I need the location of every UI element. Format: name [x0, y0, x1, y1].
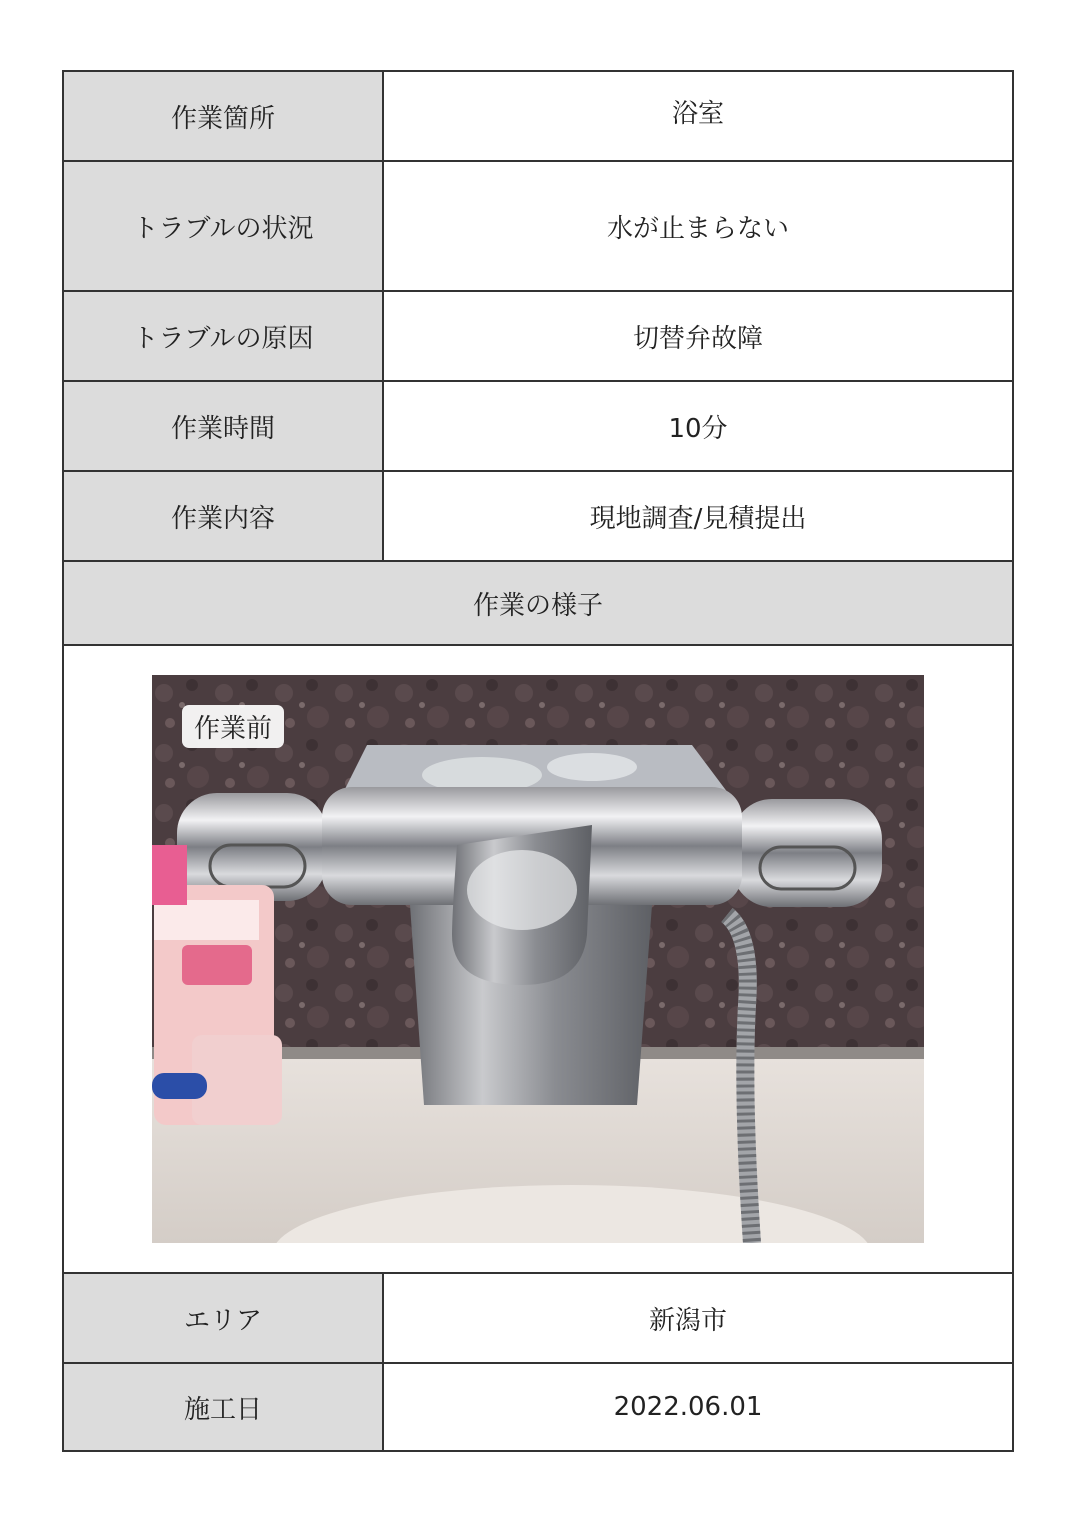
value-work-content: 現地調査/見積提出 — [384, 472, 1012, 560]
row-location — [62, 70, 1014, 160]
row-trouble-cause — [62, 290, 1014, 380]
row-work-content — [62, 470, 1014, 560]
value-trouble-cause: 切替弁故障 — [384, 292, 1012, 380]
row-construction-date — [62, 1362, 1014, 1452]
value-location: 浴室 — [384, 72, 1012, 160]
faucet-photo-illustration — [152, 675, 924, 1243]
label-work-content: 作業内容 — [64, 472, 384, 560]
value-area: 新潟市 — [384, 1274, 1012, 1362]
row-trouble-status — [62, 160, 1014, 290]
value-construction-date: 2022.06.01 — [384, 1364, 1012, 1450]
label-construction-date: 施工日 — [64, 1364, 384, 1450]
label-area: エリア — [64, 1274, 384, 1362]
before-work-photo — [152, 675, 924, 1243]
row-section-header — [62, 560, 1014, 644]
work-report-table — [62, 70, 1014, 1452]
section-title: 作業の様子 — [64, 562, 1012, 644]
label-location: 作業箇所 — [64, 72, 384, 160]
label-trouble-cause: トラブルの原因 — [64, 292, 384, 380]
row-work-time — [62, 380, 1014, 470]
value-trouble-status: 水が止まらない — [384, 162, 1012, 290]
photo-label: 作業前 — [182, 705, 284, 748]
label-trouble-status: トラブルの状況 — [64, 162, 384, 290]
value-work-time: 10分 — [384, 382, 1012, 470]
photo-container — [64, 646, 1012, 1272]
row-area — [62, 1272, 1014, 1362]
label-work-time: 作業時間 — [64, 382, 384, 470]
row-photo — [62, 644, 1014, 1272]
